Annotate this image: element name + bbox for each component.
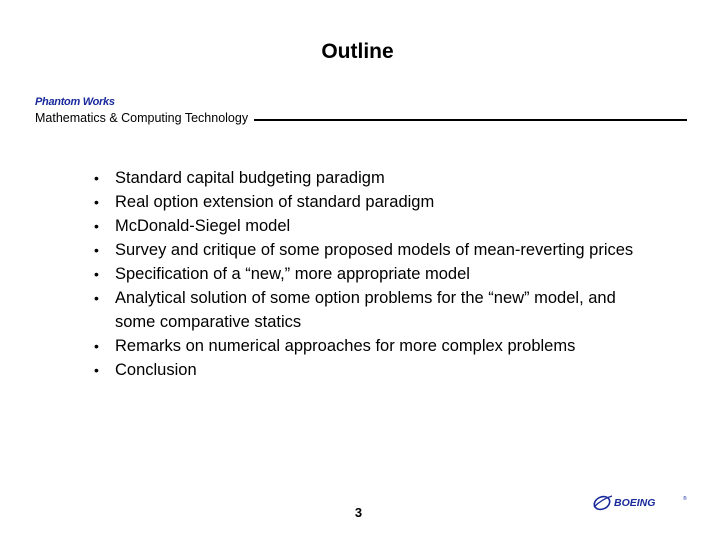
list-item: • Real option extension of standard paradigm	[96, 190, 636, 214]
header-divider	[254, 119, 687, 121]
bullet-icon: •	[94, 290, 99, 306]
department-header	[35, 110, 687, 126]
bullet-icon: •	[94, 194, 99, 210]
page-number: 3	[354, 505, 363, 520]
list-item: • Conclusion	[96, 358, 636, 382]
logo-wordmark: BOEING	[614, 497, 656, 509]
list-item: • Specification of a “new,” more appropriate model	[96, 262, 636, 286]
list-item: • Standard capital budgeting paradigm	[96, 166, 636, 190]
outline-list	[96, 166, 636, 382]
department-name: Mathematics & Computing Technology	[35, 111, 249, 125]
slide-title: Outline	[321, 40, 394, 63]
bullet-icon: •	[94, 218, 99, 234]
boeing-logo-icon	[590, 490, 690, 514]
bullet-icon: •	[94, 362, 99, 378]
list-item: • Remarks on numerical approaches for more complex problems	[96, 334, 636, 358]
list-item: • McDonald-Siegel model	[96, 214, 636, 238]
bullet-icon: •	[94, 242, 99, 258]
bullet-icon: •	[94, 338, 99, 354]
list-item: • Analytical solution of some option problems for the “new” model, and some comparative statics	[96, 286, 636, 334]
bullet-icon: •	[94, 170, 99, 186]
bullet-icon: •	[94, 266, 99, 282]
svg-text:®: ®	[683, 496, 687, 502]
list-item: • Survey and critique of some proposed models of mean-reverting prices	[96, 238, 636, 262]
brand-name: Phantom Works	[35, 96, 115, 108]
